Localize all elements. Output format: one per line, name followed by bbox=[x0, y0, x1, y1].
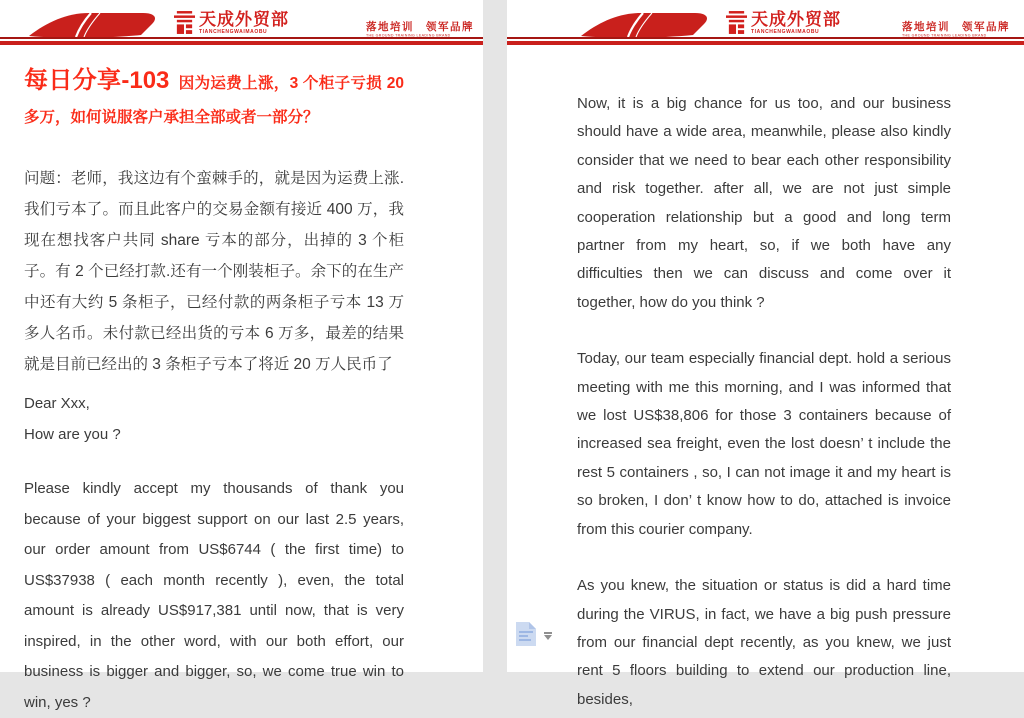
brand-name-cn: 天成外贸部 bbox=[751, 10, 841, 29]
letter-paragraph-1: Please kindly accept my thousands of thank you because of your biggest support on our last 2.5 years, our order amount from US$6744 ( the first time) to US$37938 ( each month recently ), even, the total amount is already US$917,381 until now, that is very inspired, in the other word, with our both effort, our business is bigger and bigger, so, we come true win to win, yes ? bbox=[24, 480, 404, 711]
chevron-down-icon[interactable] bbox=[544, 632, 552, 640]
page-2-header bbox=[507, 0, 1024, 52]
header-divider-thin bbox=[507, 37, 1024, 39]
brand-tagline-en: THE GROUND TRAINING LEADING BRAND bbox=[902, 33, 987, 38]
header-divider-thick bbox=[0, 41, 483, 45]
question-paragraph: 问题：老师，我这边有个蛮棘手的，就是因为运费上涨.我们亏本了。而且此客户的交易金额有接近 400 万，我现在想找客户共同 share 亏本的部分，出掉的 3 个柜子。有 2 个已经打款.还有一个刚装柜子。余下的在生产中还有大约 5 条柜子，已经付款的两条柜子亏本 13 万多人名币。未付款已经出货的亏本 6 万多，最差的结果就是目前已经出的 3 条柜子亏本了将近 20 万人民币了 bbox=[24, 170, 404, 373]
title-number: 每日分享-103 bbox=[24, 67, 170, 94]
page-2 bbox=[507, 0, 1024, 708]
page-1 bbox=[0, 0, 483, 711]
page-1-body bbox=[24, 64, 404, 718]
title-subtitle: 因为运费上涨，3 个柜子亏损 20 多万，如何说服客户承担全部或者一部分？ bbox=[24, 75, 404, 126]
page-gap bbox=[483, 0, 507, 672]
header-divider-thick bbox=[507, 41, 1024, 45]
brand-tagline-cn: 落地培训 领军品牌 bbox=[902, 21, 1010, 33]
brand-name-en: TIANCHENGWAIMAOBU bbox=[199, 29, 268, 35]
brand-tagline bbox=[366, 21, 474, 38]
brand-name-cn: 天成外贸部 bbox=[199, 10, 289, 29]
brand-logo-text bbox=[199, 11, 289, 35]
brand-swoosh-icon bbox=[577, 10, 715, 40]
brand-logo bbox=[174, 11, 289, 35]
brand-tagline bbox=[902, 21, 1010, 38]
page-2-body bbox=[577, 90, 951, 714]
brand-tagline-cn: 落地培训 领军品牌 bbox=[366, 21, 474, 33]
chevron-bar bbox=[544, 632, 552, 634]
document-icon[interactable] bbox=[515, 621, 537, 647]
floating-doc-widget[interactable] bbox=[515, 621, 552, 647]
header-divider bbox=[0, 37, 483, 45]
letter-paragraph-3: Today, our team especially financial dept. hold a serious meeting with me this morning, and I was informed that we lost US$38,806 for those 3 containers because of increased sea freight, even the lost doesn’ t include the rest 5 containers , so, I can not image it and my heart is so broken, I don’ t know how to do, attached is invoice from this courier company. bbox=[577, 350, 951, 538]
header-divider-thin bbox=[0, 37, 483, 39]
letter-paragraph-2: Now, it is a big chance for us too, and our business should have a wide area, meanwhile, please also kindly consider that we need to bear each other responsibility and risk together. after all, we are not just simple cooperation relationship but a good and long term partner from my heart, so, if we both have any difficulties then we can discuss and come over it together, how do you think ? bbox=[577, 95, 951, 311]
page-1-header bbox=[0, 0, 483, 52]
letter-paragraph-4: As you knew, the situation or status is did a hard time during the VIRUS, in fact, we have a big push pressure from our financial dept recently, as you knew, we just rent 5 floors building to extend our production line, besides, bbox=[577, 577, 951, 708]
salutation-line: Dear Xxx, bbox=[24, 395, 90, 412]
brand-name-en: TIANCHENGWAIMAOBU bbox=[751, 29, 820, 35]
brand-logo bbox=[726, 11, 841, 35]
brand-swoosh-icon bbox=[25, 10, 163, 40]
brand-seal-icon bbox=[174, 11, 195, 34]
brand-tagline-en: THE GROUND TRAINING LEADING BRAND bbox=[366, 33, 451, 38]
brand-logo-text bbox=[751, 11, 841, 35]
chevron-triangle bbox=[544, 635, 552, 640]
daily-share-title bbox=[24, 64, 404, 135]
brand-seal-icon bbox=[726, 11, 747, 34]
header-divider bbox=[507, 37, 1024, 45]
greeting-line: How are you ? bbox=[24, 426, 121, 443]
